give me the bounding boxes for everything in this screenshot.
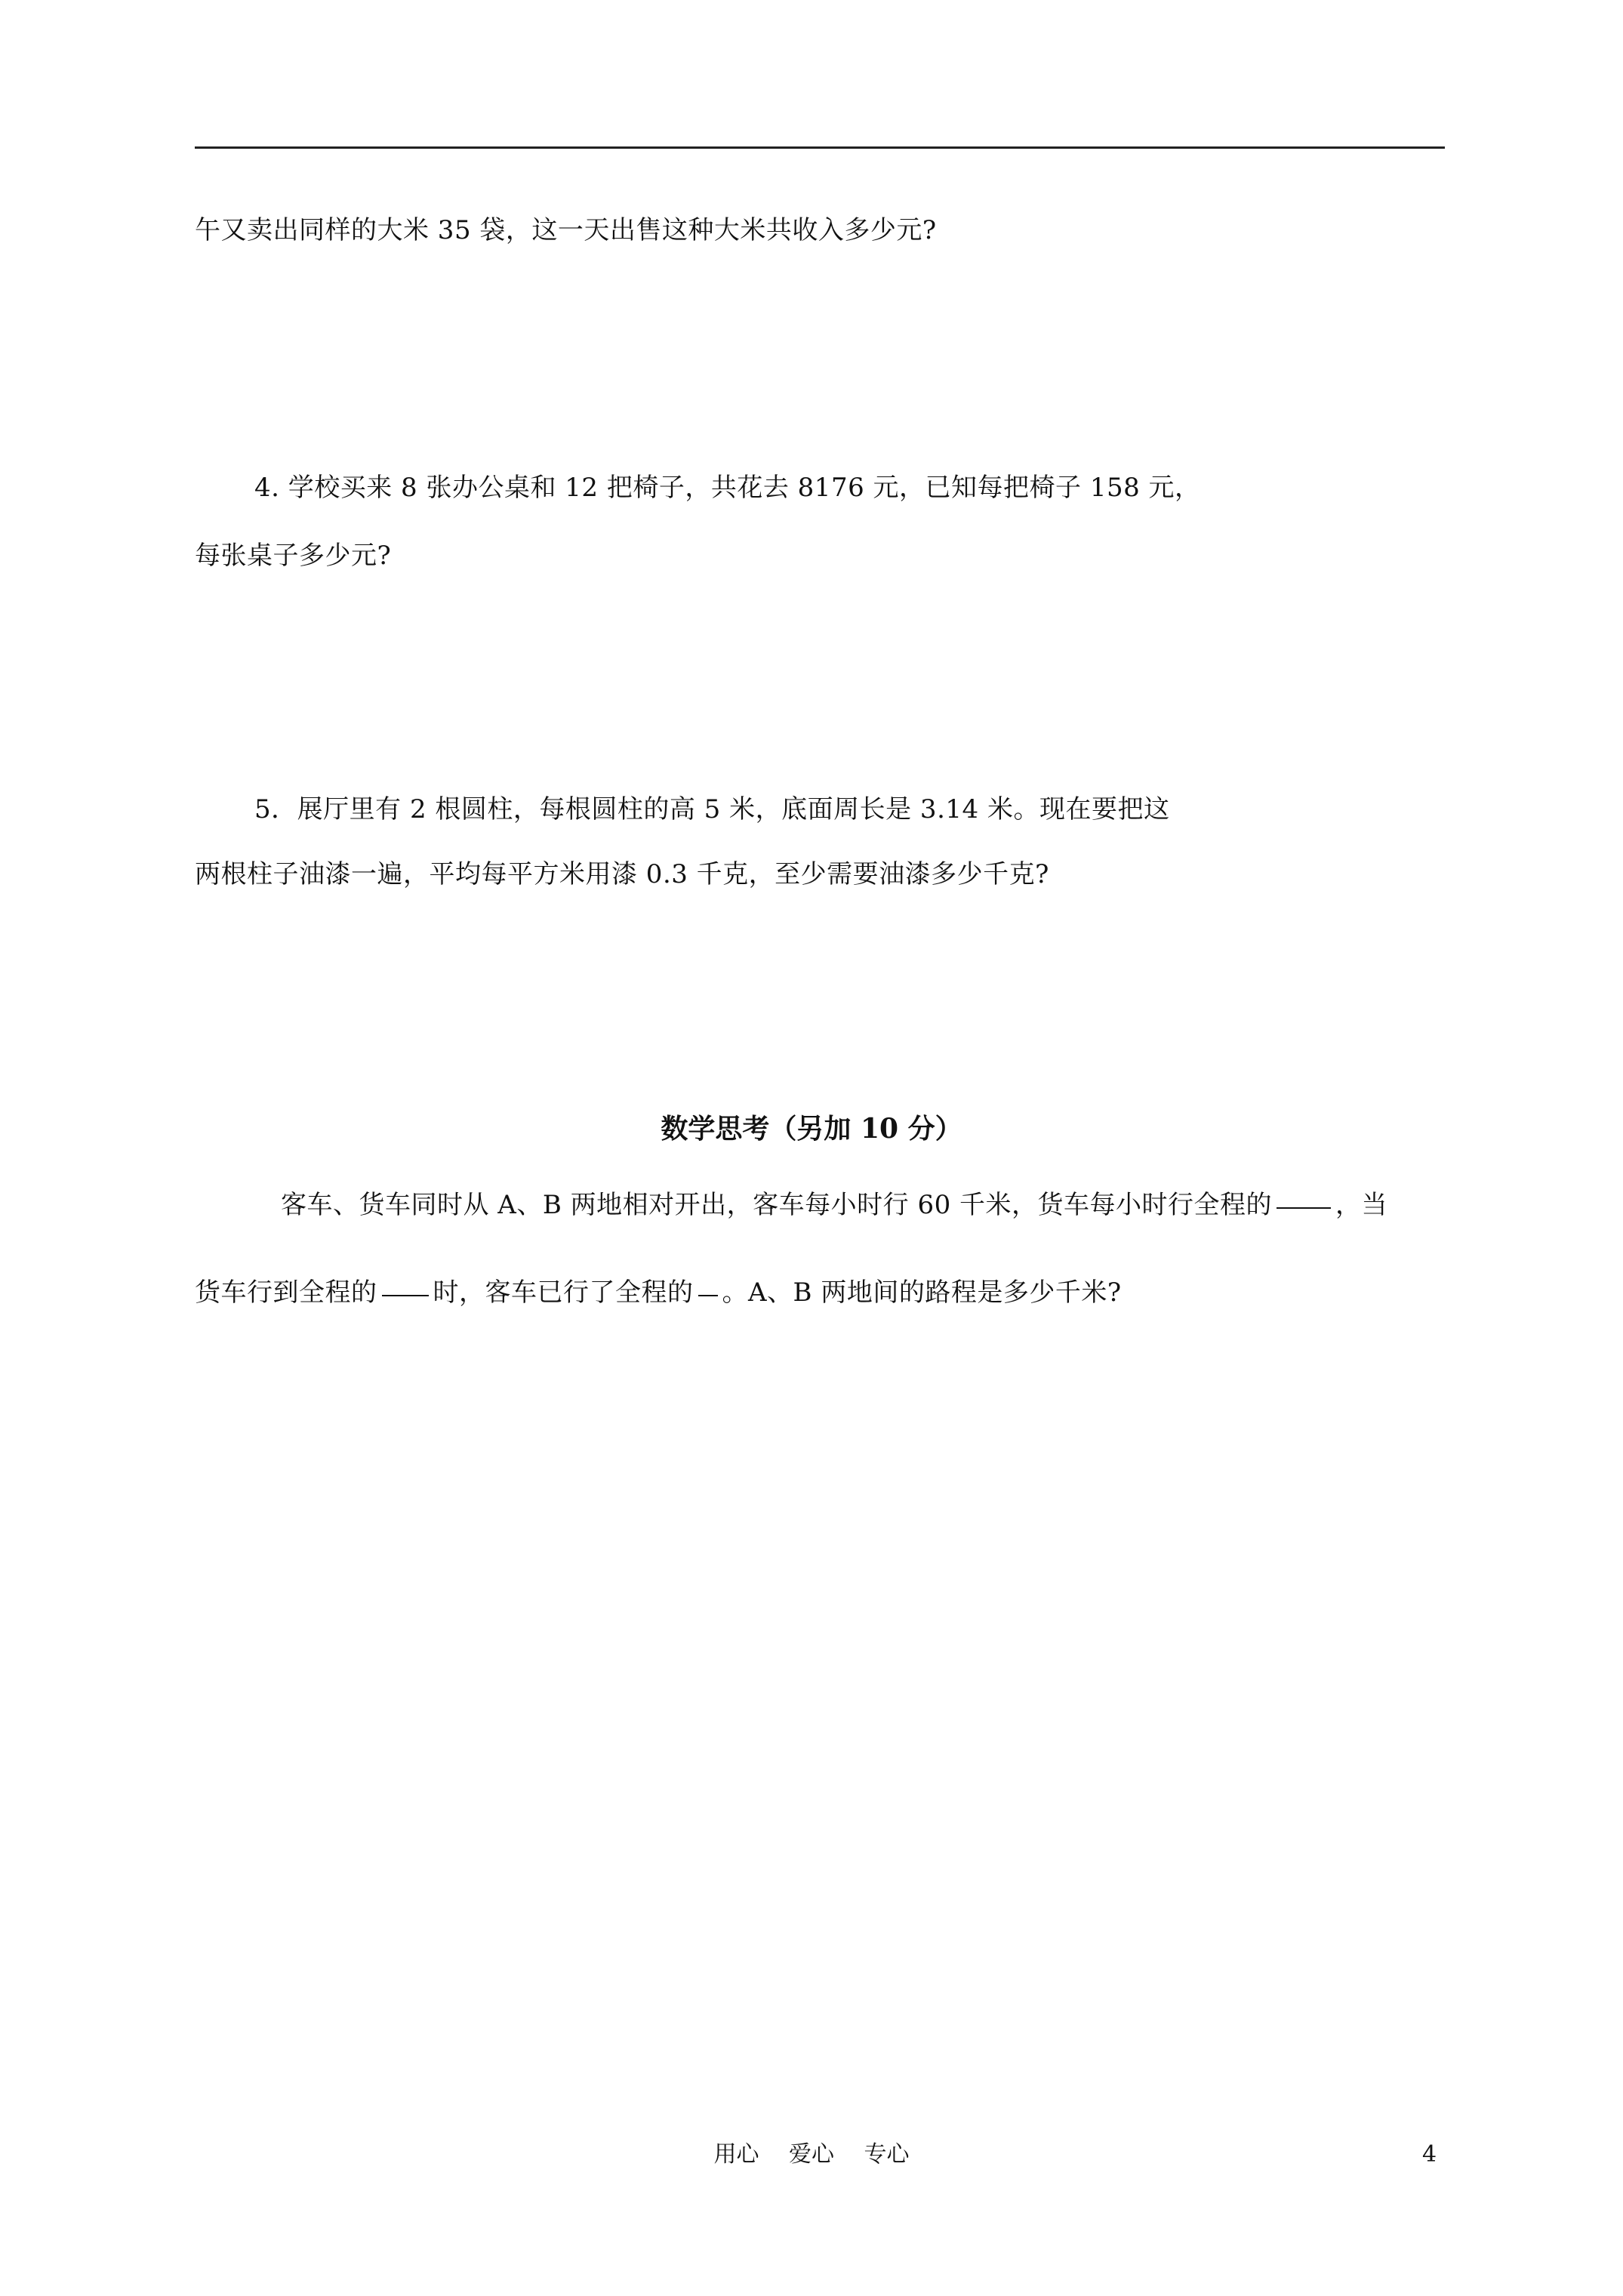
fraction-blank-3	[698, 1295, 718, 1296]
fraction-blank-1	[1277, 1207, 1331, 1209]
bonus-line-2-text-a: 货车行到全程的	[195, 1277, 377, 1308]
page-number: 4	[1422, 2141, 1437, 2168]
problem-4-line-2: 每张桌子多少元?	[195, 541, 392, 571]
bonus-line-2-text-b: 时，客车已行了全程的	[433, 1277, 694, 1308]
bonus-line-1-text-a: 客车、货车同时从 A、B 两地相对开出，客车每小时行 60 千米，货车每小时行全程的	[281, 1190, 1273, 1220]
bonus-line-1-text-b: ，当	[1335, 1190, 1388, 1220]
fraction-blank-2	[382, 1295, 429, 1296]
problem-3-continuation: 午又卖出同样的大米 35 袋，这一天出售这种大米共收入多少元?	[195, 215, 937, 245]
bonus-line-2-text-c: 。A、B 两地间的路程是多少千米?	[722, 1277, 1122, 1308]
problem-4-line-1: 4. 学校买来 8 张办公桌和 12 把椅子，共花去 8176 元，已知每把椅子 158 元，	[254, 473, 1201, 503]
header-rule	[195, 146, 1445, 149]
bonus-problem-line-2	[195, 1276, 1122, 1309]
bonus-problem-line-1	[281, 1188, 1387, 1222]
problem-5-line-1: 5．展厅里有 2 根圆柱，每根圆柱的高 5 米，底面周长是 3.14 米。现在要把这	[254, 794, 1170, 824]
bonus-section-title: 数学思考（另加 10 分）	[661, 1113, 962, 1145]
footer-motto: 用心 爱心 专心	[713, 2141, 910, 2168]
problem-5-line-2: 两根柱子油漆一遍，平均每平方米用漆 0.3 千克，至少需要油漆多少千克?	[195, 859, 1049, 889]
